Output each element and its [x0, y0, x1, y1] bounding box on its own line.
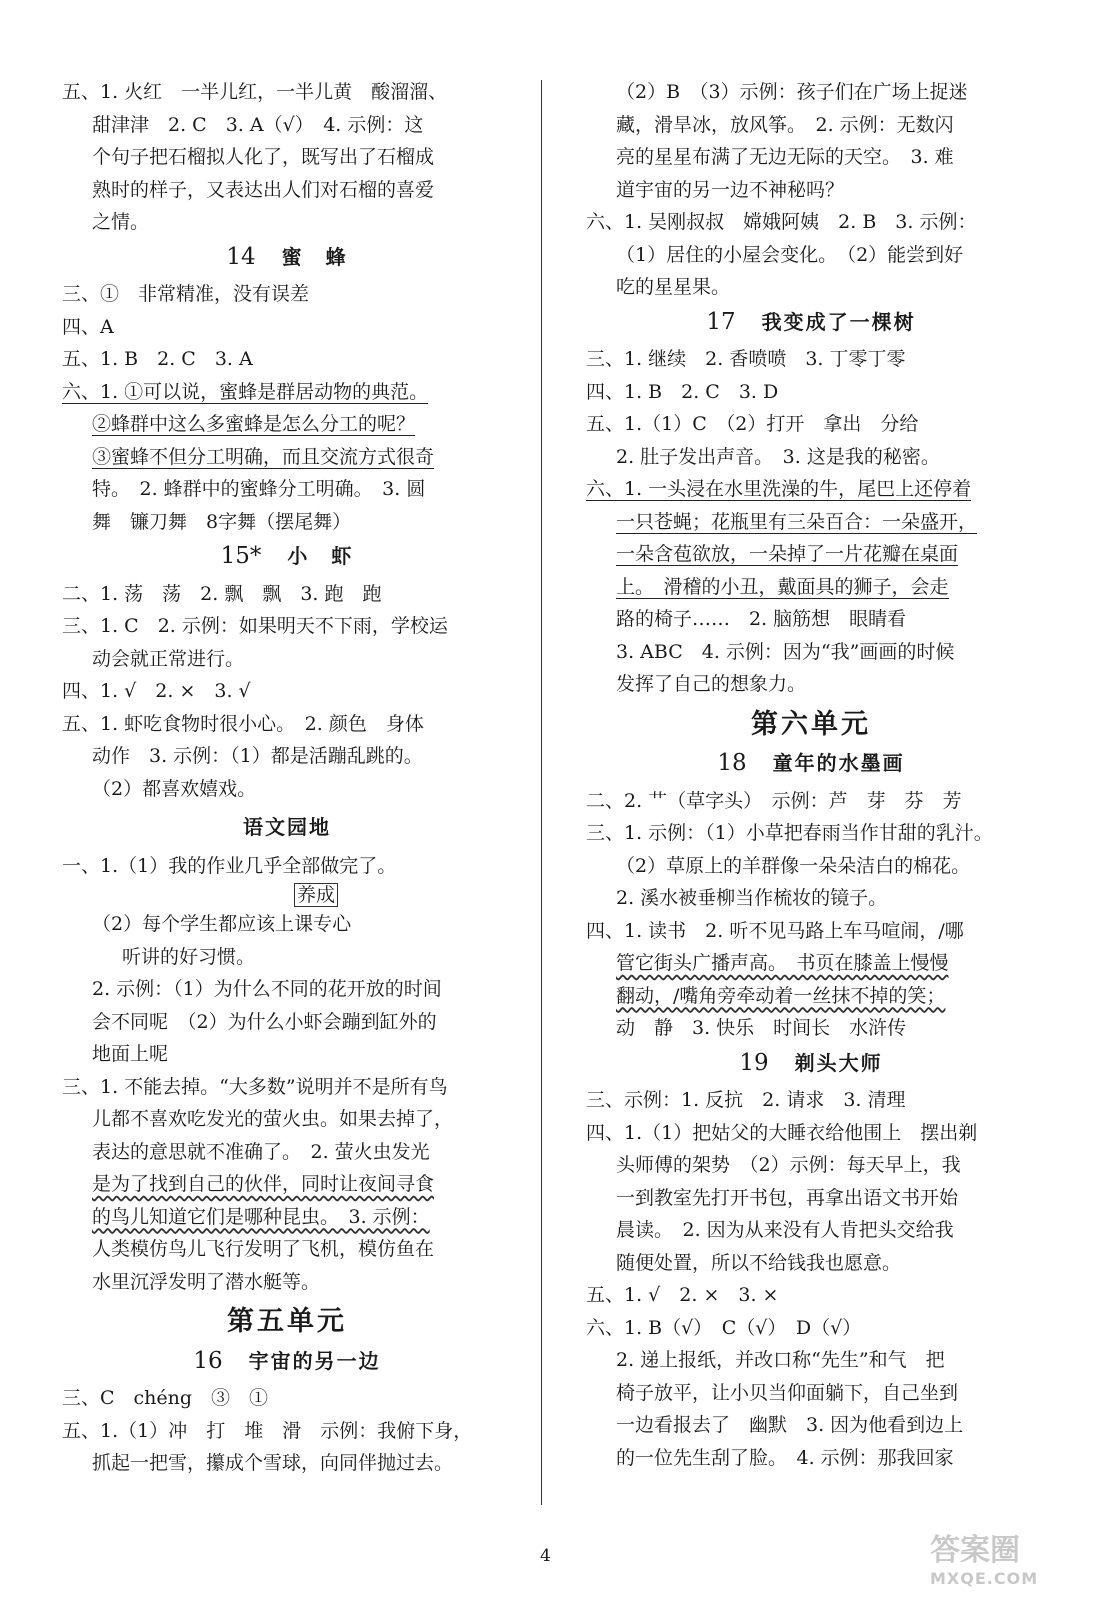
answer-line: 听讲的好习惯。 [122, 945, 256, 968]
lesson-title: 剃头大师 [794, 1050, 883, 1075]
lesson-number: 18 [717, 750, 747, 776]
answer-line: （2）每个学生都应该上课专心 [92, 913, 352, 935]
answer-line: 特。 2. 蜂群中的蜜蜂分工明确。 3. 圆 [92, 478, 426, 500]
answer-line: 二、1. 荡 荡 2. 飘 飘 3. 跑 跑 [62, 582, 382, 605]
answer-line: 甜津津 2. C 3. A（√） 4. 示例：这 [92, 113, 424, 136]
answer-line: 管它街头广播声高。 书页在膝盖上慢慢 [616, 952, 949, 974]
answer-line: 头师傅的架势 （2）示例：每天早上，我 [616, 1154, 961, 1176]
answer-line: 四、A [62, 315, 114, 338]
answer-line: （2）都喜欢嬉戏。 [92, 777, 257, 800]
answer-line: 三、1. C 2. 示例：如果明天不下雨，学校运 [62, 615, 448, 637]
lesson-title: 小 虾 [287, 544, 354, 568]
lesson-heading [62, 540, 512, 574]
lesson-heading [586, 747, 1036, 781]
watermark-text: 答案圈 [930, 1533, 1020, 1568]
answer-line: 水里沉浮发明了潜水艇等。 [92, 1270, 321, 1293]
answer-line: 亮的星星布满了无边无际的天空。 3. 难 [616, 146, 954, 168]
answer-line: 六、1. 吴刚叔叔 嫦娥阿姨 2. B 3. 示例： [586, 211, 977, 233]
answer-line: 会不同呢 （2）为什么小虾会蹦到缸外的 [92, 1010, 437, 1033]
answer-line: 三、① 非常精准，没有误差 [62, 283, 310, 305]
answer-line: 路的椅子…… 2. 脑筋想 眼睛看 [616, 608, 907, 630]
answer-line: ②蜂群中这么多蜜蜂是怎么分工的呢？ [92, 413, 416, 435]
answer-line: 四、1.（1）把姑父的大睡衣给他围上 摆出剃 [586, 1121, 978, 1144]
answer-line: 一到教室先打开书包，再拿出语文书开始 [616, 1186, 959, 1209]
answer-line: 动会就正常进行。 [92, 647, 245, 670]
answer-line: 个句子把石榴拟人化了，既写出了石榴成 [92, 146, 435, 168]
page-number: 4 [540, 1546, 551, 1566]
column-divider [541, 80, 542, 1505]
answer-line: 吃的星星果。 [616, 276, 731, 298]
answer-line: 六、1. B（√） C（√） D（√） [586, 1316, 862, 1339]
answer-line: 二、2. 艹（草字头） 示例：芦 芽 芬 芳 [586, 789, 962, 812]
answer-line: 2. 递上报纸，并改口称“先生”和气 把 [616, 1349, 945, 1371]
answer-line: 晨读。 2. 因为从来没有人肯把头交给我 [616, 1219, 954, 1241]
answer-line: 五、1.（1）C （2）打开 拿出 分给 [586, 413, 919, 435]
lesson-heading [586, 306, 1036, 340]
answer-line: 地面上呢 [92, 1043, 169, 1065]
answer-line: 随便处置，所以不给钱我也愿意。 [616, 1251, 902, 1274]
answer-line: 2. 示例：（1）为什么不同的花开放的时间 [92, 978, 442, 1000]
answer-line: 六、1. ①可以说，蜜蜂是群居动物的典范。 [62, 380, 429, 403]
lesson-heading [62, 1345, 512, 1379]
answer-line: 四、1. 读书 2. 听不见马路上车马喧闹，/哪 [586, 919, 964, 942]
answer-line: 藏，滑旱冰，放风筝。 2. 示例：无数闪 [616, 113, 954, 136]
answer-line: 的鸟儿知道它们是哪种昆虫。 3. 示例： [92, 1205, 430, 1228]
answer-line: 五、1.（1）冲 打 堆 滑 示例：我俯下身， [62, 1419, 473, 1442]
answer-line: 五、1. √ 2. × 3. × [586, 1284, 779, 1306]
answer-line: 之情。 [92, 211, 150, 233]
answer-line: 六、1. 一头浸在水里洗澡的牛，尾巴上还停着 [586, 478, 972, 500]
lesson-heading [586, 1047, 1036, 1081]
answer-line: 五、1. 虾吃食物时很小心。 2. 颜色 身体 [62, 712, 424, 735]
lesson-number: 19 [739, 1049, 769, 1076]
lesson-number: 15* [220, 543, 262, 569]
lesson-number: 16 [193, 1347, 223, 1374]
lesson-title: 童年的水墨画 [772, 751, 905, 775]
lesson-title: 蜜 蜂 [281, 244, 348, 269]
answer-line: 表达的意思就不准确了。 2. 萤火虫发光 [92, 1140, 430, 1163]
watermark-url: MXQE.COM [930, 1569, 1039, 1588]
answer-line: 三、示例：1. 反抗 2. 请求 3. 清理 [586, 1089, 906, 1111]
answer-line: （2）草原上的羊群像一朵朵洁白的棉花。 [616, 854, 971, 877]
answer-line: 的一位先生刮了脸。 4. 示例：那我回家 [616, 1446, 954, 1469]
answer-line: 椅子放平，让小贝当仰面躺下，自己坐到 [616, 1381, 959, 1404]
answer-line: 一、1.（1）我的作业几乎全部做完了。 [62, 854, 397, 877]
answer-line: 上。 滑稽的小丑，戴面具的狮子，会走 [616, 575, 949, 598]
answer-line: 三、1. 示例：（1）小草把春雨当作甘甜的乳汁。 [586, 822, 993, 844]
answer-line: 动 静 3. 快乐 时间长 水浒传 [616, 1017, 907, 1039]
answer-line: 3. ABC 4. 示例：因为“我”画画的时候 [616, 640, 955, 663]
lesson-title: 我变成了一棵树 [761, 309, 916, 334]
answer-line: 抓起一把雪，攥成个雪球，向同伴抛过去。 [92, 1452, 454, 1474]
answer-line: 2. 溪水被垂柳当作梳妆的镜子。 [616, 887, 888, 909]
lesson-title: 宇宙的另一边 [248, 1348, 381, 1373]
answer-line: 是为了找到自己的伙伴，同时让夜间寻食 [92, 1173, 435, 1195]
answer-line: 一边看报去了 幽默 3. 因为他看到边上 [616, 1414, 964, 1436]
lesson-number: 17 [706, 308, 736, 335]
answer-line: 三、1. 继续 2. 香喷喷 3. 丁零丁零 [586, 348, 906, 370]
answer-line: 三、C chéng ③ ① [62, 1387, 269, 1409]
answer-line: （1）居住的小屋会变化。 （2）能尝到好 [616, 243, 964, 266]
answer-line: 四、1. B 2. C 3. D [586, 380, 779, 403]
watermark [930, 1525, 1070, 1588]
answer-line: ③蜜蜂不但分工明确，而且交流方式很奇 [92, 445, 435, 468]
answer-line: 儿都不喜欢吃发光的萤火虫。如果去掉了， [92, 1108, 454, 1130]
answer-line: 熟时的样子，又表达出人们对石榴的喜爱 [92, 178, 435, 201]
right-column [586, 76, 1036, 1474]
answer-line: 一只苍蝇；花瓶里有三朵百合：一朵盛开， [616, 510, 978, 533]
answer-line: 舞 镰刀舞 8字舞（摆尾舞） [92, 510, 352, 533]
answer-line: 五、1. 火红 一半儿红，一半儿黄 酸溜溜、 [62, 81, 448, 103]
section-heading: 语文园地 [243, 815, 331, 839]
lesson-heading [62, 241, 512, 275]
answer-line: 翻动，/嘴角旁牵动着一丝抹不掉的笑； [616, 984, 946, 1007]
answer-line: 2. 肚子发出声音。 3. 这是我的秘密。 [616, 445, 940, 468]
answer-line: 发挥了自己的想象力。 [616, 673, 807, 695]
unit-heading: 第五单元 [227, 1306, 347, 1337]
answer-line: 动作 3. 示例：（1）都是活蹦乱跳的。 [92, 745, 423, 767]
left-column [62, 76, 512, 1480]
answer-line: 五、1. B 2. C 3. A [62, 348, 253, 370]
answer-line: 人类模仿鸟儿飞行发明了飞机，模仿鱼在 [92, 1238, 435, 1260]
answer-line: 三、1. 不能去掉。“大多数”说明并不是所有鸟 [62, 1075, 448, 1098]
answer-line: 四、1. √ 2. × 3. √ [62, 680, 251, 702]
answer-line: 道宇宙的另一边不神秘吗？ [616, 178, 845, 201]
answer-line: （2）B （3）示例：孩子们在广场上捉迷 [616, 81, 968, 103]
unit-heading: 第六单元 [751, 708, 871, 740]
answer-line: 一朵含苞欲放，一朵掉了一片花瓣在桌面 [616, 543, 959, 565]
correction-mark: 养成 [62, 882, 512, 908]
lesson-number: 14 [226, 243, 256, 270]
